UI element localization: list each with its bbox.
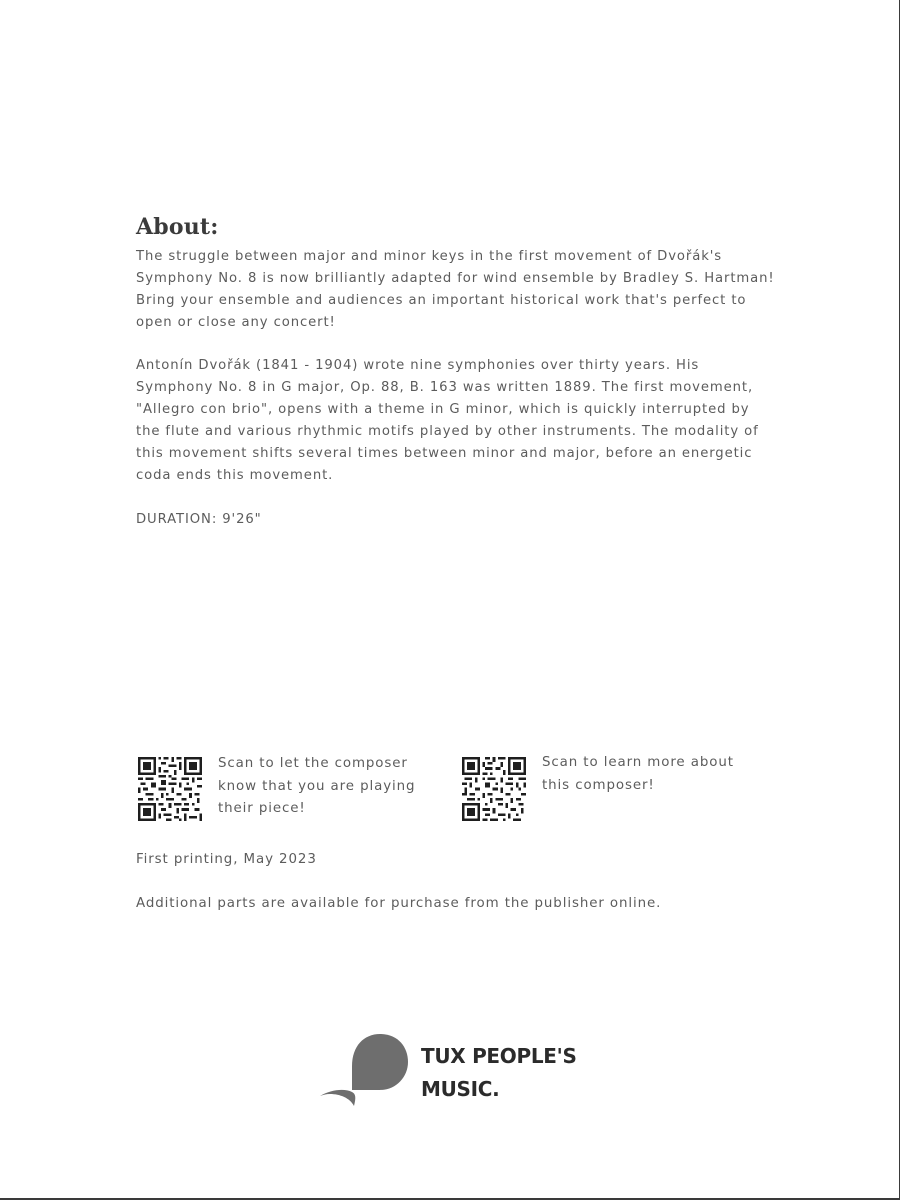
speech-bubble-logo-icon	[316, 1030, 412, 1108]
about-paragraph-summary: The struggle between major and minor keys in the first movement of Dvořák's Symphony No. 8 is now brilliantly adapted for wind ensemble by Bradley S. Hartman! Bring your ensemble and audiences an important historical work that's perfect to open or close any concert!	[136, 249, 775, 330]
qr-code-icon[interactable]	[462, 756, 526, 822]
about-paragraph-history: Antonín Dvořák (1841 - 1904) wrote nine symphonies over thirty years. His Symphony No. 8 in G major, Op. 88, B. 163 was written 1889. The first movement, "Allegro con brio", opens with a theme in G minor, which is quickly interrupted by the flute and various rhythmic motifs played by other instruments. The modality of this movement shifts several times between minor and major, before an energetic coda ends this movement.	[136, 358, 759, 483]
qr-block-composer-info	[462, 756, 752, 822]
first-printing-text: First printing, May 2023	[136, 852, 317, 867]
duration-text: DURATION: 9'26"	[136, 512, 262, 527]
additional-parts-text: Additional parts are available for purchase from the publisher online.	[136, 896, 662, 911]
qr-caption-composer-info: Scan to learn more about this composer!	[542, 755, 734, 793]
publisher-wordmark	[421, 1040, 577, 1106]
qr-block-composer-notify	[138, 756, 428, 822]
about-heading: About:	[136, 214, 219, 240]
publisher-name-line-2: MUSIC.	[421, 1077, 500, 1101]
publisher-name-line-1: TUX PEOPLE'S	[421, 1044, 577, 1068]
qr-code-icon[interactable]	[138, 756, 202, 822]
qr-caption-composer-notify: Scan to let the composer know that you are playing their piece!	[218, 756, 416, 816]
